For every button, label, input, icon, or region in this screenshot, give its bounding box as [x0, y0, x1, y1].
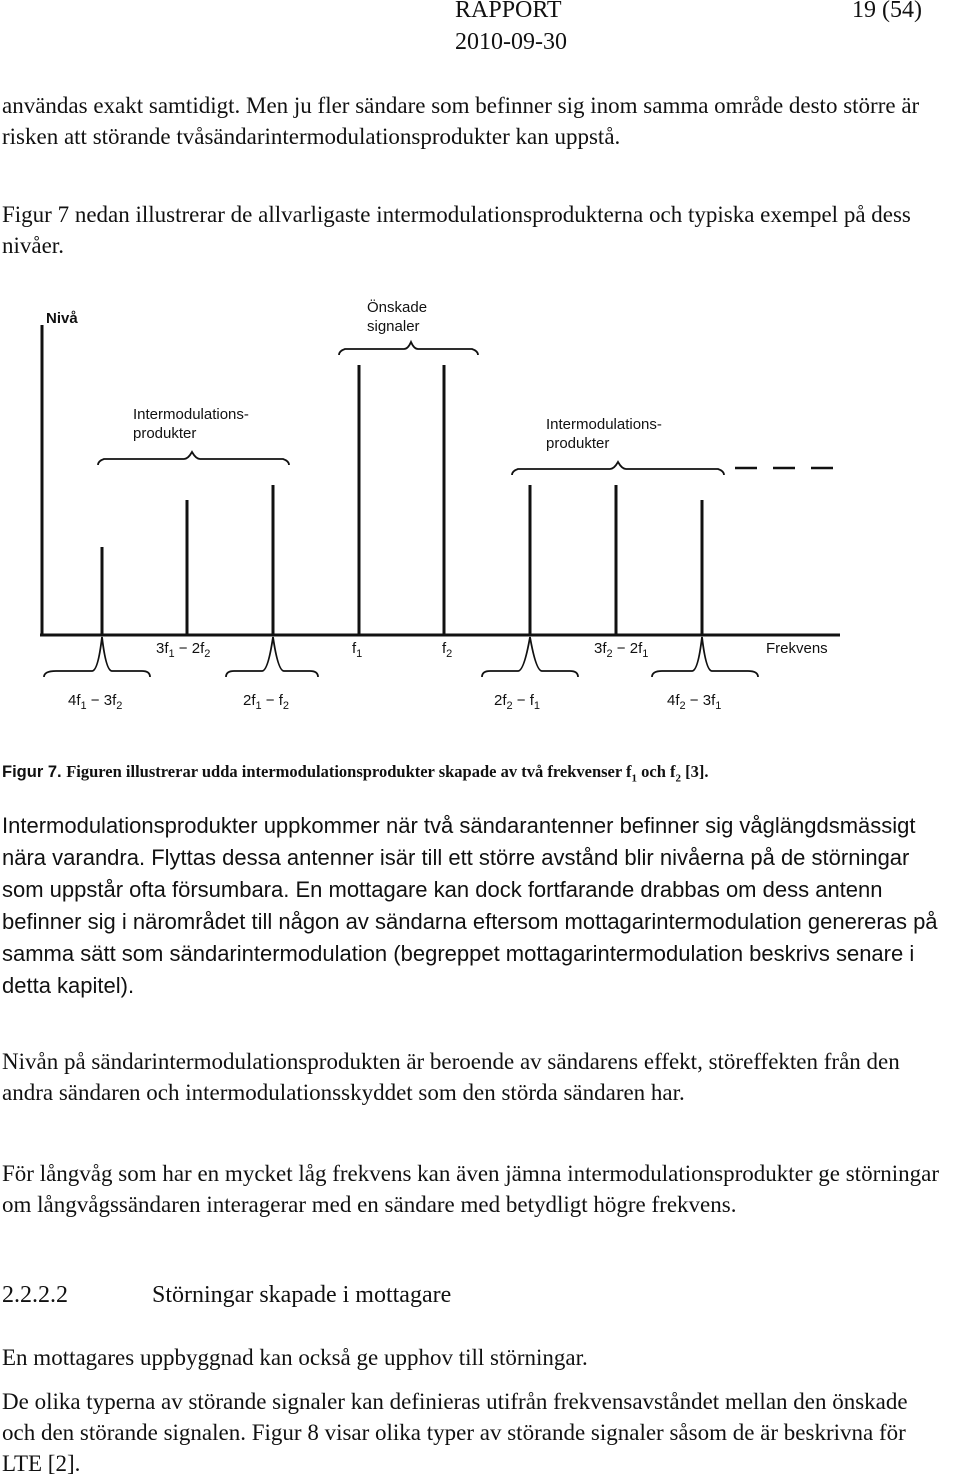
- wanted-label-line2: signaler: [367, 318, 420, 335]
- label-4f1-3f2: $4f_1 - 3f_2$: [68, 692, 123, 712]
- paragraph-4: Nivån på sändarintermodulationsprodukten är beroende av sändarens effekt, störeffekten från den andra sändaren och intermodulationsskyddet som den störda sändaren har.: [2, 1049, 900, 1105]
- x-axis-label: Frekvens: [766, 640, 828, 657]
- wanted-label-line1: Önskade: [367, 299, 428, 316]
- brace-2f2-f1: [482, 637, 578, 677]
- brace-im-left: [98, 452, 289, 465]
- label-f1: $f_1$: [352, 640, 363, 660]
- label-f2: $f_2$: [442, 640, 453, 660]
- paragraph-6: En mottagares uppbyggnad kan också ge upphov till störningar.: [2, 1345, 588, 1370]
- im-left-label-line2: produkter: [133, 425, 197, 442]
- label-2f1-f2: $2f_1 - f_2$: [243, 692, 290, 712]
- label-3f2-2f1: $3f_2 - 2f_1$: [594, 640, 649, 660]
- label-2f2-f1: $2f_2 - f_1$: [494, 692, 541, 712]
- brace-2f1-f2: [226, 637, 318, 677]
- figure-caption: Figur 7. Figuren illustrerar udda intermodulationsprodukter skapade av två frekvenser $f_1$ och $f_2$ [3].: [2, 762, 709, 785]
- brace-4f2-3f1: [652, 637, 758, 677]
- brace-wanted-signals: [339, 342, 478, 355]
- intermodulation-figure: [0, 285, 960, 725]
- section-heading: [2, 1282, 451, 1309]
- section-title: Störningar skapade i mottagare: [152, 1282, 452, 1308]
- paragraph-3: Intermodulationsprodukter uppkommer när två sändarantenner befinner sig våglängdsmässigt nära varandra. Flyttas dessa antenner isär till ett större avstånd blir nivåerna på de störningar som uppstår ofta försumbara. En mottagare kan dock fortfarande drabbas om dess antenn befinner sig i närområdet till någon av sändarna eftersom mottagarintermodulation genereras på samma sätt som sändarintermodulation (begreppet mottagarintermodulation beskrivs senare i detta kapitel).: [2, 813, 938, 998]
- label-3f1-2f2: $3f_1 - 2f_2$: [156, 640, 211, 660]
- im-right-label-line1: Intermodulations-: [546, 416, 662, 433]
- paragraph-1: användas exakt samtidigt. Men ju fler sändare som befinner sig inom samma område desto större är risken att störande tvåsändarintermodulationsprodukter kan uppstå.: [2, 93, 920, 149]
- brace-4f1-3f2: [44, 637, 150, 677]
- report-type: RAPPORT: [455, 0, 562, 23]
- brace-im-right: [512, 462, 724, 475]
- section-number: 2.2.2.2: [2, 1282, 68, 1308]
- im-right-label-line2: produkter: [546, 435, 610, 452]
- report-date: 2010-09-30: [455, 29, 567, 55]
- y-axis-label: Nivå: [46, 310, 78, 327]
- paragraph-5: För långvåg som har en mycket låg frekvens kan även jämna intermodulationsprodukter ge störningar om långvågssändaren interagerar med en sändare med betydligt högre frekvens.: [2, 1161, 939, 1217]
- paragraph-2: Figur 7 nedan illustrerar de allvarligaste intermodulationsprodukterna och typiska exempel på dess nivåer.: [2, 202, 911, 258]
- paragraph-7: De olika typerna av störande signaler kan definieras utifrån frekvensavståndet mellan den önskade och den störande signalen. Figur 8 visar olika typer av störande signaler såsom de är beskrivna för LTE [2].: [2, 1389, 908, 1476]
- im-left-label-line1: Intermodulations-: [133, 406, 249, 423]
- page-number: 19 (54): [852, 0, 922, 23]
- label-4f2-3f1: $4f_2 - 3f_1$: [667, 692, 722, 712]
